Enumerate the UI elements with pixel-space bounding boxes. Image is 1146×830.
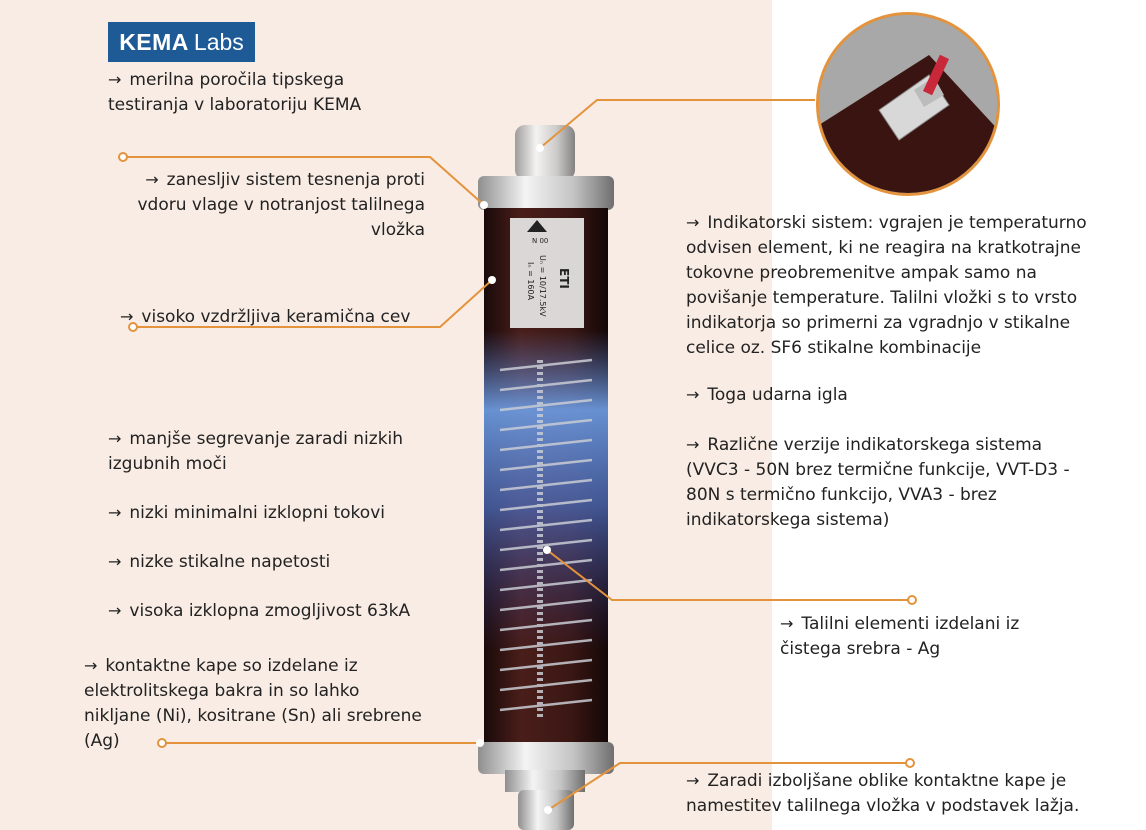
kema-labs-logo: KEMA Labs xyxy=(108,22,255,62)
feature-silver-elements: → Talilni elementi izdelani iz čistega srebra - Ag xyxy=(780,614,1020,659)
top-contact-cap xyxy=(478,176,614,210)
feature-striker-pin: → Toga udarna igla xyxy=(686,385,848,405)
feature-low-voltage: → nizke stikalne napetosti xyxy=(108,552,331,572)
feature-contact-caps: → kontaktne kape so izdelane iz elektrolitskega bakra in so lahko nikljane (Ni), kositrane (Sn) ali srebrene (Ag) xyxy=(84,656,422,751)
fuse-voltage: Uₙ = 10/17.5kV xyxy=(538,255,547,317)
fuse-current: Iₙ = 160A xyxy=(526,262,535,301)
feature-sealing: → zanesljiv sistem tesnenja proti vdoru vlage v notranjost talilnega vložka xyxy=(137,170,425,240)
feature-easy-install: → Zaradi izboljšane oblike kontaktne kape je namestitev talilnega vložka v podstavek lažja. xyxy=(686,771,1080,816)
feature-low-heating: → manjše segrevanje zaradi nizkih izgubnih moči xyxy=(108,429,404,474)
feature-breaking-capacity: → visoka izklopna zmogljivost 63kA xyxy=(108,601,411,621)
fuse-code: N 00 xyxy=(532,237,549,245)
indicator-pin-inset xyxy=(816,12,1000,196)
feature-kema-reports: → merilna poročila tipskega testiranja v laboratoriju KEMA xyxy=(108,70,362,115)
feature-ceramic-tube: → visoko vzdržljiva keramična cev xyxy=(120,307,411,327)
fuse-brand: ETI xyxy=(557,268,571,289)
bottom-contact-cap xyxy=(478,742,614,774)
feature-indicator-versions: → Različne verzije indikatorskega sistema (VVC3 - 50N brez termične funkcije, VVT-D3 - 80N s termično funkcijo, VVA3 - brez indikatorskega sistema) xyxy=(686,435,1070,530)
bottom-cap-ring xyxy=(505,770,585,792)
feature-indicator-system: → Indikatorski sistem: vgrajen je temperaturno odvisen element, ki ne reagira na kratkotrajne tokovne preobremenitve ampak samo na povišanje temperature. Talilni vložki s to vrsto indikatorja so primerni za vgradnjo v stikalne celice oz. SF6 stikalne kombinacije xyxy=(686,213,1087,358)
feature-min-breaking-current: → nizki minimalni izklopni tokovi xyxy=(108,503,385,523)
top-cap-stub xyxy=(515,125,575,180)
